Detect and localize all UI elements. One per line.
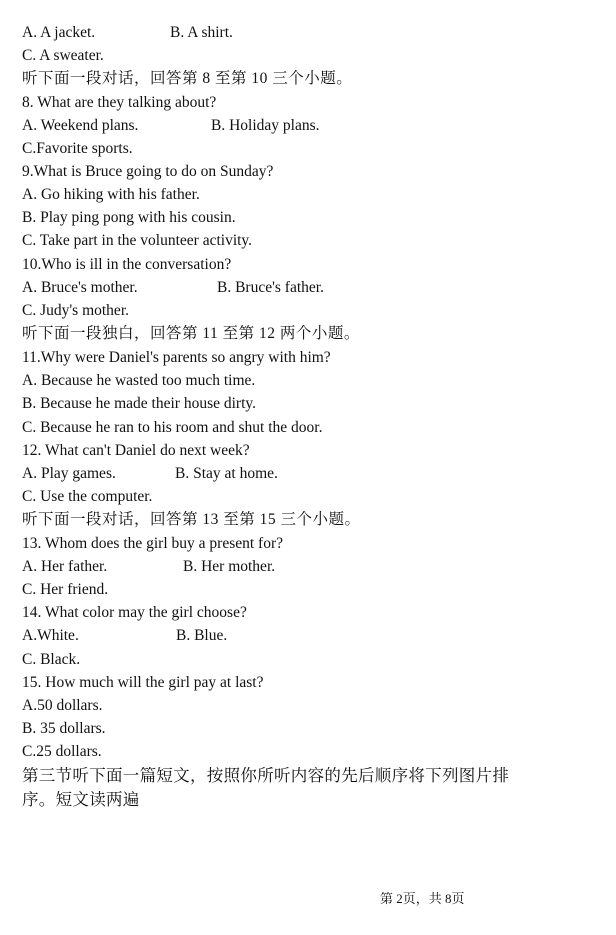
section3-instruction-line2: 序。短文读两遍 bbox=[22, 790, 140, 809]
q13-option-a: A. Her father. bbox=[22, 558, 108, 575]
q8-option-a: A. Weekend plans. bbox=[22, 117, 139, 134]
q15-option-a: A.50 dollars. bbox=[22, 697, 103, 714]
q11-option-a: A. Because he wasted too much time. bbox=[22, 372, 256, 389]
q10-option-b: B. Bruce's father. bbox=[217, 279, 324, 296]
q10-option-a: A. Bruce's mother. bbox=[22, 279, 138, 296]
q12-question: 12. What can't Daniel do next week? bbox=[22, 442, 250, 459]
q12-option-c: C. Use the computer. bbox=[22, 488, 153, 505]
q14-options-row bbox=[22, 626, 228, 646]
q15-option-c: C.25 dollars. bbox=[22, 743, 102, 760]
q11-question: 11.Why were Daniel's parents so angry with him? bbox=[22, 349, 331, 366]
q12-option-a: A. Play games. bbox=[22, 465, 116, 482]
q13-option-c: C. Her friend. bbox=[22, 581, 109, 598]
q10-question: 10.Who is ill in the conversation? bbox=[22, 256, 232, 273]
q7-option-c: C. A sweater. bbox=[22, 47, 104, 64]
q8-option-c: C.Favorite sports. bbox=[22, 140, 133, 157]
q10-option-c: C. Judy's mother. bbox=[22, 302, 129, 319]
section3-instruction-line1: 第三节听下面一篇短文，按照你所听内容的先后顺序将下列图片排 bbox=[22, 766, 510, 785]
q14-option-c: C. Black. bbox=[22, 651, 81, 668]
q9-option-b: B. Play ping pong with his cousin. bbox=[22, 209, 236, 226]
q8-options-row bbox=[22, 116, 320, 136]
q14-question: 14. What color may the girl choose? bbox=[22, 604, 247, 621]
q12-options-row bbox=[22, 464, 278, 484]
bleed-through-text bbox=[330, 160, 333, 175]
q13-options-row bbox=[22, 557, 276, 577]
q7-options-row bbox=[22, 23, 233, 43]
q9-option-c: C. Take part in the volunteer activity. bbox=[22, 232, 253, 249]
instruction-11-12: 听下面一段独白，回答第 11 至第 12 两个小题。 bbox=[22, 325, 360, 342]
q14-option-a: A.White. bbox=[22, 627, 79, 644]
q8-option-b: B. Holiday plans. bbox=[211, 117, 320, 134]
q15-question: 15. How much will the girl pay at last? bbox=[22, 674, 264, 691]
q9-option-a: A. Go hiking with his father. bbox=[22, 186, 200, 203]
q11-option-b: B. Because he made their house dirty. bbox=[22, 395, 257, 412]
instruction-8-10: 听下面一段对话，回答第 8 至第 10 三个小题。 bbox=[22, 70, 353, 87]
q15-option-b: B. 35 dollars. bbox=[22, 720, 106, 737]
q13-question: 13. Whom does the girl buy a present for? bbox=[22, 535, 283, 552]
page-footer: 第 2页，共 8页 bbox=[380, 891, 465, 906]
q11-option-c: C. Because he ran to his room and shut the door. bbox=[22, 419, 323, 436]
q7-option-a: A. A jacket. bbox=[22, 24, 96, 41]
q12-option-b: B. Stay at home. bbox=[175, 465, 278, 482]
instruction-13-15: 听下面一段对话，回答第 13 至第 15 三个小题。 bbox=[22, 511, 361, 528]
q13-option-b: B. Her mother. bbox=[183, 558, 276, 575]
q14-option-b: B. Blue. bbox=[176, 627, 228, 644]
q7-option-b: B. A shirt. bbox=[170, 24, 233, 41]
q9-question: 9.What is Bruce going to do on Sunday? bbox=[22, 163, 274, 180]
q10-options-row bbox=[22, 278, 324, 298]
q8-question: 8. What are they talking about? bbox=[22, 94, 217, 111]
